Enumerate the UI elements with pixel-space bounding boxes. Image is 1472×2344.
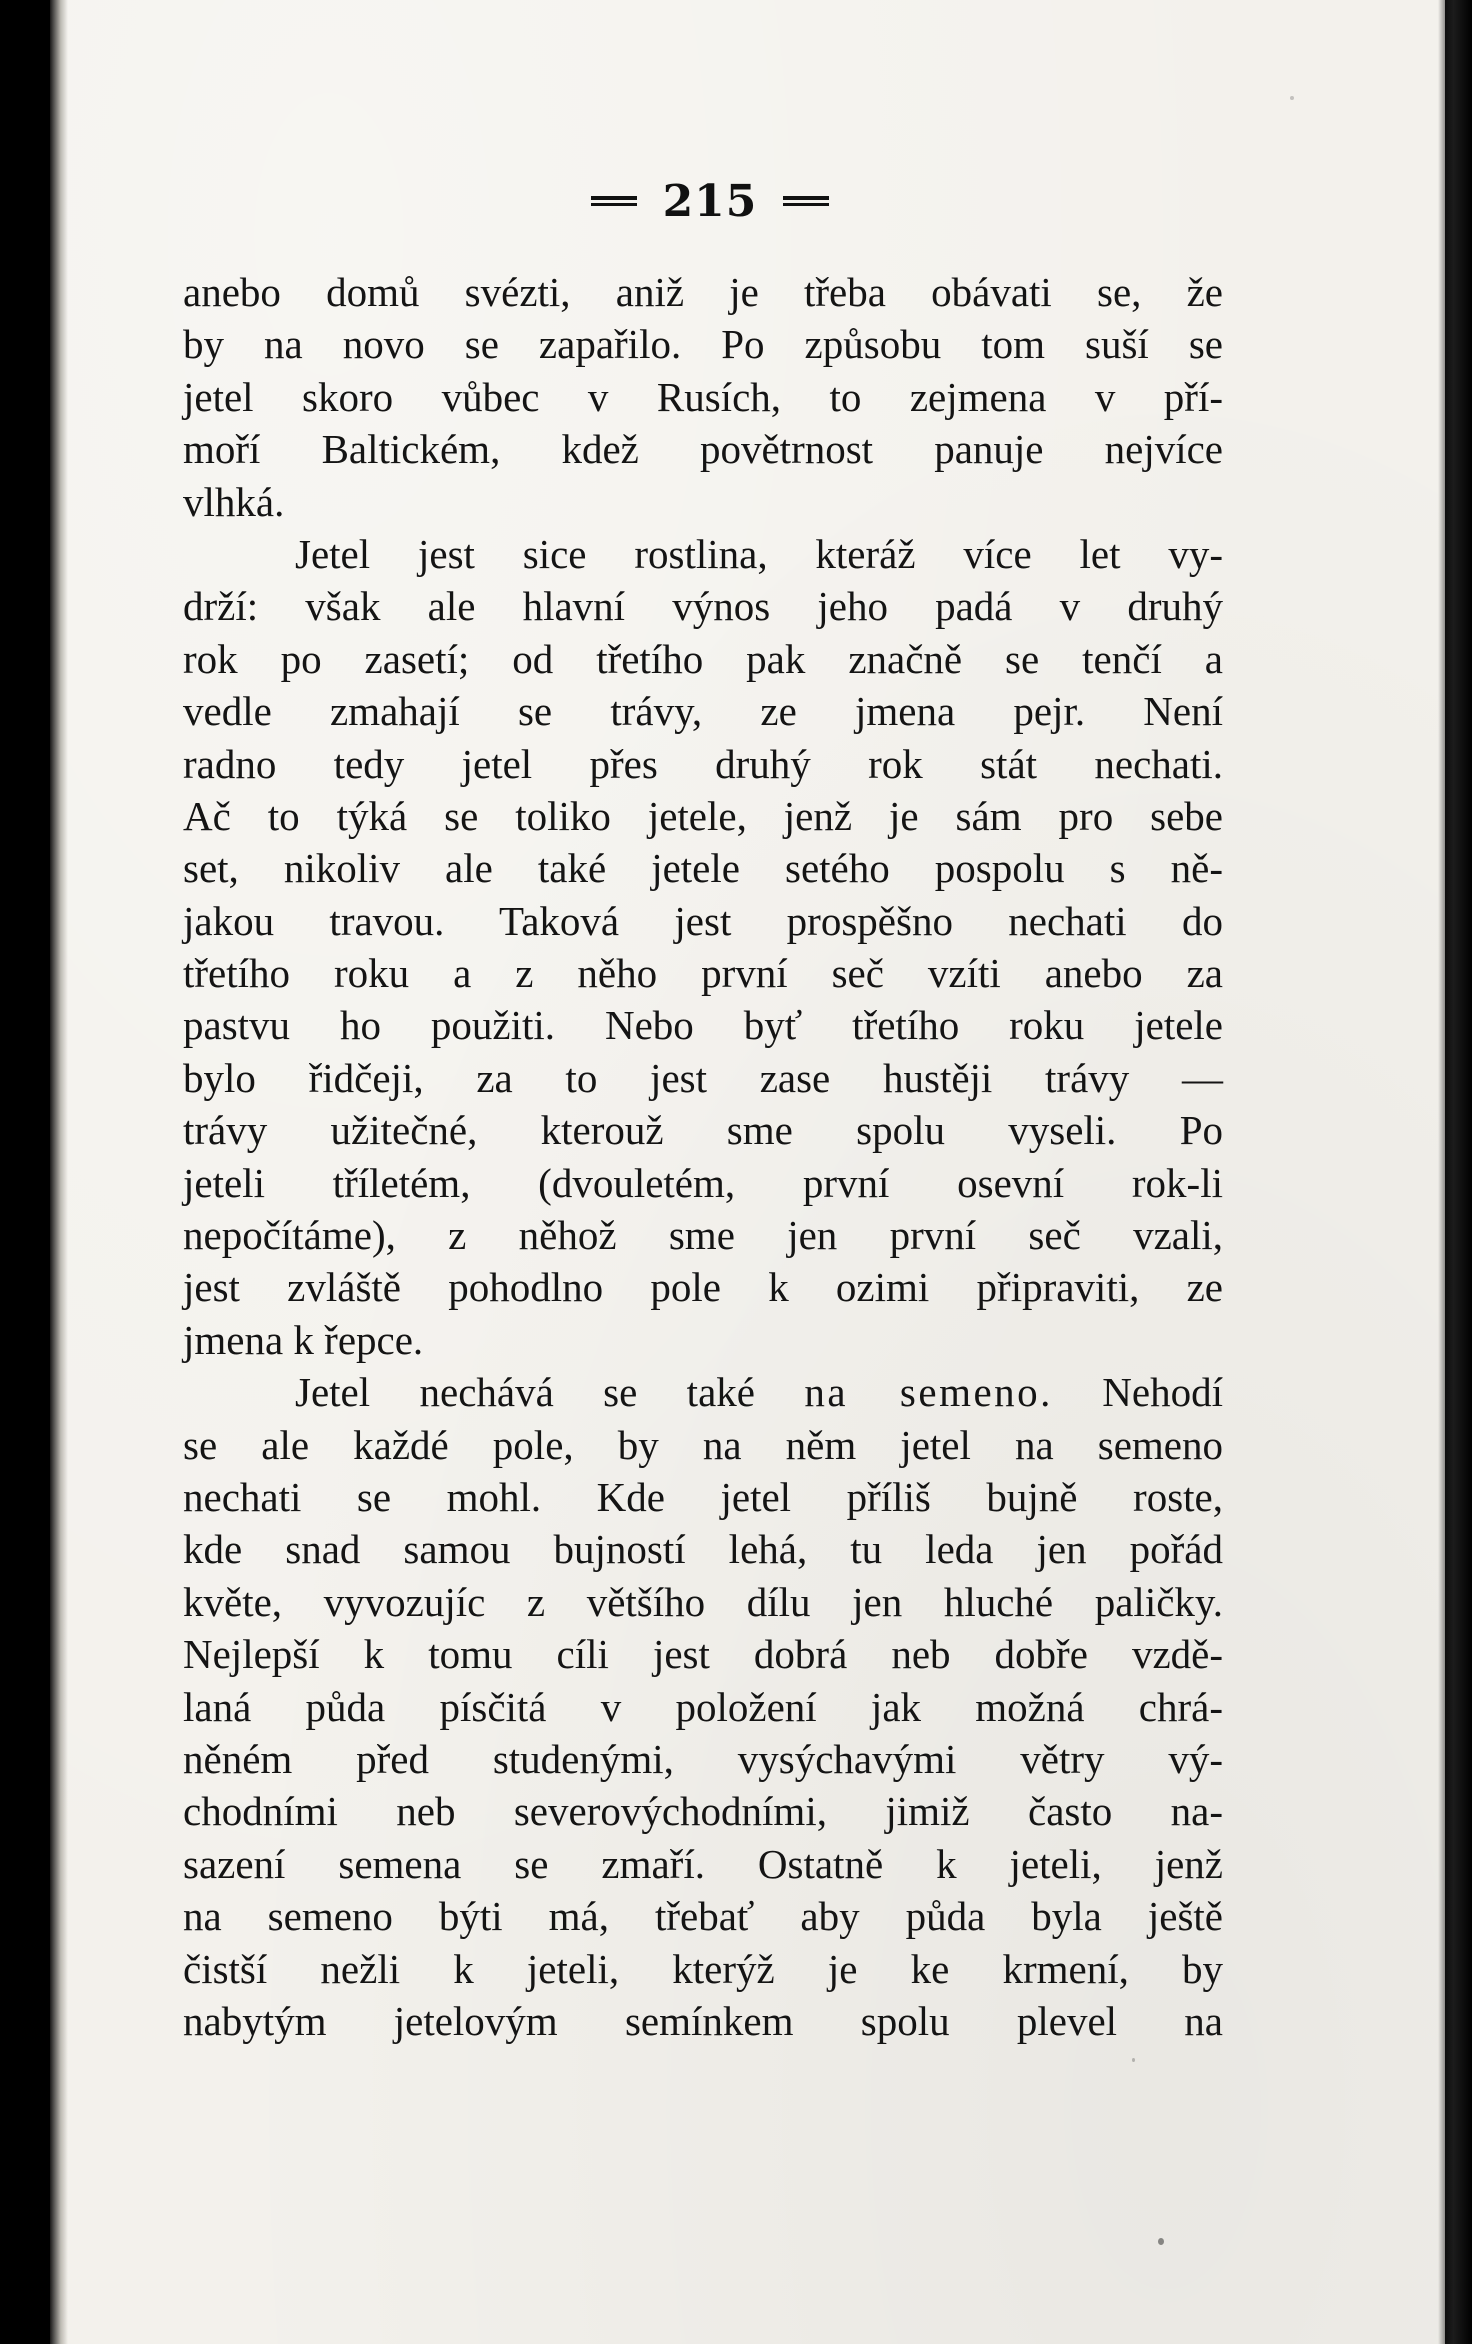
text-line <box>183 318 1223 370</box>
text-line <box>183 1733 1223 1785</box>
text-line <box>183 1314 1223 1366</box>
text-line-content: Nejlepší k tomu cíli jest dobrá neb dobře vzdě- <box>183 1631 1223 1678</box>
page-number: 215 <box>662 175 758 227</box>
text-line-content: trávy užitečné, kterouž sme spolu vyseli. Po <box>183 1107 1223 1154</box>
text-line-content: nepočítáme), z něhož sme jen první seč vzali, <box>183 1212 1223 1259</box>
text-line <box>183 1681 1223 1733</box>
text-line-content: Ač to týká se toliko jetele, jenž je sám pro sebe <box>183 792 1223 839</box>
text-line-content: kde snad samou bujností lehá, tu leda jen pořád <box>183 1526 1223 1573</box>
text-line-content: pastvu ho použiti. Nebo byť třetího roku jetele <box>183 1002 1223 1049</box>
text-line-content: by na novo se zapařilo. Po způsobu tom suší se <box>183 321 1223 368</box>
text-line <box>183 1890 1223 1942</box>
page-gutter-shadow <box>50 0 68 2344</box>
text-line-content: nechati se mohl. Kde jetel příliš bujně roste, <box>183 1473 1223 1520</box>
text-line <box>183 1419 1223 1471</box>
scan-speck <box>1158 2238 1164 2245</box>
text-line-content: bylo řidčeji, za to jest zase hustěji trávy — <box>183 1054 1223 1101</box>
text-line <box>183 842 1223 894</box>
text-line <box>183 1157 1223 1209</box>
text-line <box>183 1943 1223 1995</box>
scan-speck <box>1132 2058 1135 2062</box>
text-line-content: Jetel jest sice rostlina, kteráž více let vy- <box>295 530 1223 577</box>
text-line <box>183 1785 1223 1837</box>
text-line-content: radno tedy jetel přes druhý rok stát nechati. <box>183 740 1223 787</box>
text-line-content: drží: však ale hlavní výnos jeho padá v druhý <box>183 583 1223 630</box>
body-text <box>183 266 1223 2047</box>
text-line-content: Jetel nechává se také <box>295 1369 755 1416</box>
text-line <box>183 999 1223 1051</box>
text-line-content: něném před studenými, vysýchavými větry vý- <box>183 1735 1223 1782</box>
text-line <box>183 1628 1223 1680</box>
text-line <box>183 266 1223 318</box>
text-line <box>183 738 1223 790</box>
text-line-content: jetel skoro vůbec v Rusích, to zejmena v pří- <box>183 373 1223 420</box>
text-line <box>183 1523 1223 1575</box>
text-line-content: rok po zasetí; od třetího pak značně se tenčí a <box>183 635 1223 682</box>
page-edge-shadow <box>1438 0 1472 2344</box>
text-line <box>183 580 1223 632</box>
text-line <box>183 1052 1223 1104</box>
page-header <box>560 166 860 236</box>
text-line <box>183 1261 1223 1313</box>
text-line-content: anebo domů svézti, aniž je třeba obávati se, že <box>183 269 1223 315</box>
text-line-content: vlhká. <box>183 478 285 525</box>
text-line-content: květe, vyvozujíc z většího dílu jen hluché paličky. <box>183 1578 1223 1625</box>
text-line <box>183 1838 1223 1890</box>
text-line-content: chodními neb severovýchodními, jimiž často na- <box>183 1788 1223 1835</box>
text-line <box>183 476 1223 528</box>
text-line-content: sazení semena se zmaří. Ostatně k jeteli, jenž <box>183 1840 1223 1887</box>
text-line <box>183 947 1223 999</box>
text-line-content: vedle zmahají se trávy, ze jmena pejr. Není <box>183 688 1223 735</box>
text-line <box>183 1995 1223 2047</box>
text-line <box>183 790 1223 842</box>
text-line <box>183 371 1223 423</box>
text-line <box>183 1576 1223 1628</box>
text-line-content: jmena k řepce. <box>183 1316 424 1363</box>
text-line <box>183 633 1223 685</box>
text-line-content: třetího roku a z něho první seč vzíti anebo za <box>183 950 1223 997</box>
text-line <box>183 685 1223 737</box>
text-line <box>183 1104 1223 1156</box>
emphasized-text: na semeno. <box>804 1369 1053 1416</box>
text-line-content: moří Baltickém, kdež povětrnost panuje nejvíce <box>183 426 1223 473</box>
text-line-tail: Nehodí <box>1052 1369 1223 1416</box>
scan-speck <box>1290 96 1294 100</box>
text-line-content: laná půda písčitá v položení jak možná chrá- <box>183 1683 1223 1730</box>
text-line <box>183 1471 1223 1523</box>
text-line-content: set, nikoliv ale také jetele setého pospolu s ně- <box>183 845 1223 892</box>
header-rule-right <box>783 196 829 206</box>
text-line <box>183 1366 1223 1418</box>
text-line-content: jest zvláště pohodlno pole k ozimi připraviti, ze <box>183 1264 1223 1311</box>
text-line-content: jakou travou. Taková jest prospěšno nechati do <box>183 897 1223 944</box>
text-line-content: nabytým jetelovým semínkem spolu plevel na <box>183 1997 1223 2044</box>
header-rule-left <box>591 196 637 206</box>
text-line-content: jeteli tříletém, (dvouletém, první osevní rok-li <box>183 1159 1223 1206</box>
text-line <box>183 1209 1223 1261</box>
text-line-content: čistší nežli k jeteli, kterýž je ke krmení, by <box>183 1945 1223 1992</box>
text-line <box>183 528 1223 580</box>
text-line <box>183 423 1223 475</box>
text-line-content: na semeno býti má, třebať aby půda byla ještě <box>183 1893 1223 1940</box>
text-line-content: se ale každé pole, by na něm jetel na semeno <box>183 1421 1223 1468</box>
text-line <box>183 895 1223 947</box>
